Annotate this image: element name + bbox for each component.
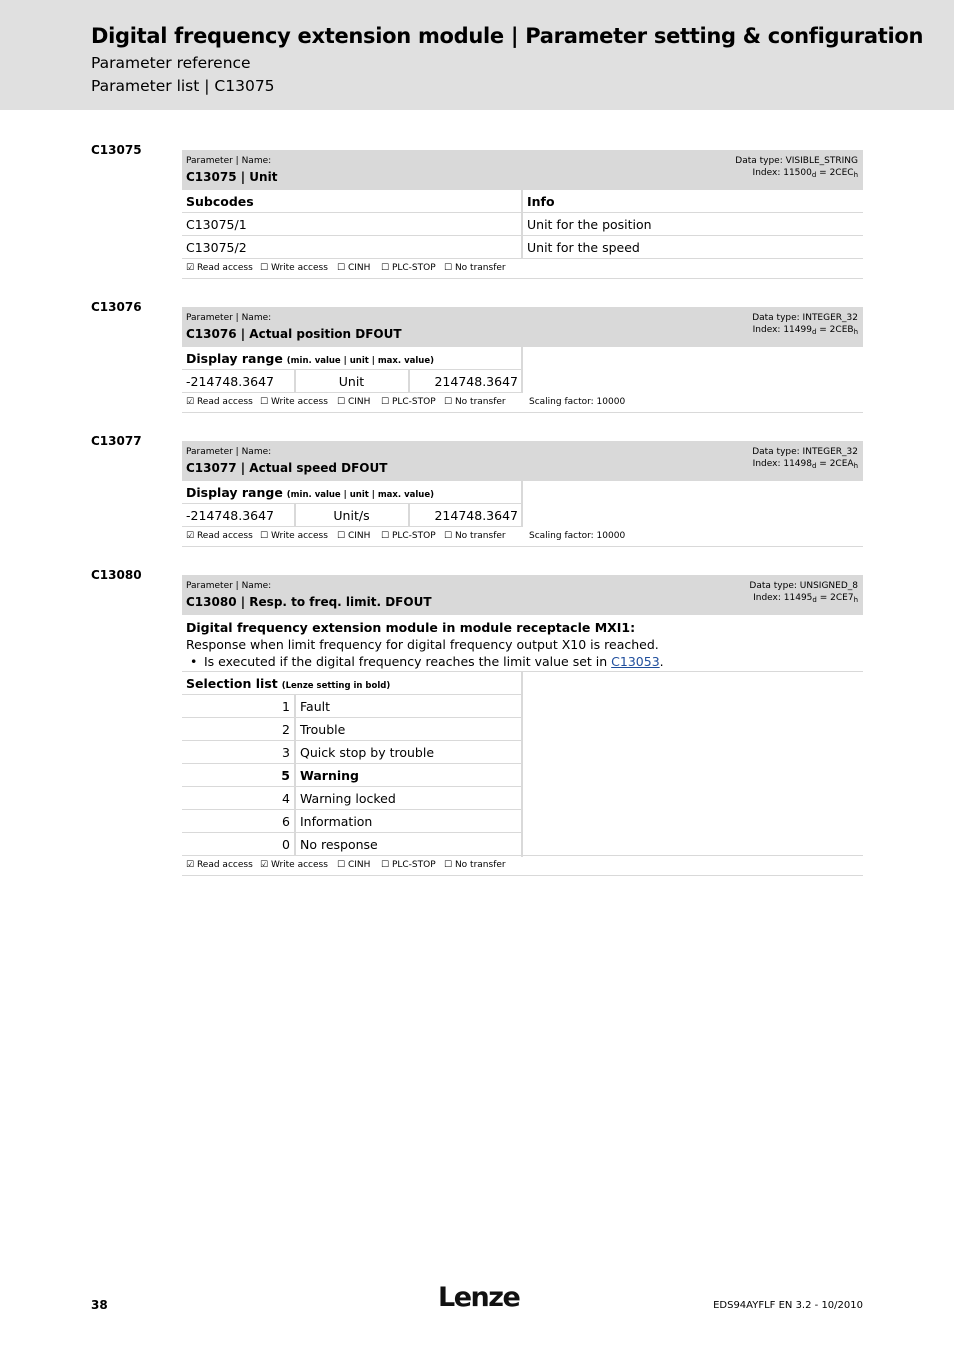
plc-stop-flag: ☐ PLC-STOP <box>381 397 436 407</box>
list-item <box>182 695 522 718</box>
option-label: Warning <box>300 768 359 783</box>
subcode-info: Unit for the speed <box>527 240 640 255</box>
checkbox-icon: ☐ <box>260 397 269 407</box>
cinh-flag: ☐ CINH <box>337 397 371 407</box>
display-range-header <box>182 347 522 370</box>
display-range-header <box>182 481 522 504</box>
param-name: C13075 | Unit <box>186 170 278 184</box>
list-item <box>182 833 863 856</box>
table-row <box>182 236 863 259</box>
access-row <box>182 856 863 876</box>
param-index: Index: $11500_d = 2CEC_h$ <box>752 168 858 179</box>
param-block-c13077 <box>182 441 863 547</box>
param-index: Index: $11499_d = 2CEB_h$ <box>752 325 858 336</box>
plc-stop-flag: ☐ PLC-STOP <box>381 531 436 541</box>
option-value: 2 <box>282 722 290 737</box>
display-range-label: Display range <box>186 485 283 500</box>
checkbox-icon: ☐ <box>337 860 346 870</box>
table-header-row <box>182 190 863 213</box>
read-access-flag: ☑ Read access <box>186 531 253 541</box>
param-block-c13076 <box>182 307 863 413</box>
display-range-note: (min. value | unit | max. value) <box>286 356 434 366</box>
option-value: 6 <box>282 814 290 829</box>
range-min: -214748.3647 <box>186 508 275 523</box>
param-code-c13080: C13080 <box>91 568 142 582</box>
list-item <box>182 787 522 810</box>
param-name-label: Parameter | Name: <box>186 313 272 323</box>
option-value: 0 <box>282 837 290 852</box>
param-code-c13075: C13075 <box>91 143 142 157</box>
param-header <box>182 307 863 347</box>
param-header <box>182 441 863 481</box>
no-transfer-flag: ☐ No transfer <box>444 263 506 273</box>
param-block-c13080 <box>182 575 863 876</box>
description-title: Digital frequency extension module in module receptacle MXI1: <box>186 620 636 635</box>
selection-list-header <box>182 672 522 695</box>
cinh-flag: ☐ CINH <box>337 531 371 541</box>
data-type: Data type: UNSIGNED_8 <box>749 581 858 591</box>
breadcrumb: Parameter list | C13075 <box>91 77 275 95</box>
page-title: Digital frequency extension module | Parameter setting & configuration <box>91 24 924 48</box>
write-access-flag: ☐ Write access <box>260 263 328 273</box>
param-name-label: Parameter | Name: <box>186 581 272 591</box>
param-name-label: Parameter | Name: <box>186 447 272 457</box>
data-type: Data type: INTEGER_32 <box>752 313 858 323</box>
read-access-flag: ☑ Read access <box>186 263 253 273</box>
param-code-c13076: C13076 <box>91 300 142 314</box>
param-index: Index: $11498_d = 2CEA_h$ <box>752 459 858 470</box>
access-row <box>182 527 863 547</box>
display-range-note: (min. value | unit | max. value) <box>286 490 434 500</box>
write-access-flag: ☐ Write access <box>260 531 328 541</box>
plc-stop-flag: ☐ PLC-STOP <box>381 860 436 870</box>
option-value: 3 <box>282 745 290 760</box>
checkbox-icon: ☐ <box>260 531 269 541</box>
scaling-factor: Scaling factor: 10000 <box>529 531 626 541</box>
list-item <box>182 741 522 764</box>
checkbox-icon: ☐ <box>337 531 346 541</box>
lenze-logo: Lenze <box>438 1282 520 1313</box>
param-name: C13076 | Actual position DFOUT <box>186 327 402 341</box>
no-transfer-flag: ☐ No transfer <box>444 860 506 870</box>
write-access-flag: ☑ Write access <box>260 860 328 870</box>
no-transfer-flag: ☐ No transfer <box>444 397 506 407</box>
subcodes-header: Subcodes <box>186 194 254 209</box>
cinh-flag: ☐ CINH <box>337 860 371 870</box>
scaling-factor: Scaling factor: 10000 <box>529 397 626 407</box>
checkbox-icon: ☐ <box>381 263 390 273</box>
param-name: C13080 | Resp. to freq. limit. DFOUT <box>186 595 432 609</box>
selection-list-note: (Lenze setting in bold) <box>281 681 391 691</box>
checkbox-icon: ☐ <box>444 397 453 407</box>
selection-list-label: Selection list <box>186 676 278 691</box>
option-label: Fault <box>300 699 330 714</box>
cinh-flag: ☐ CINH <box>337 263 371 273</box>
checkbox-icon: ☐ <box>444 531 453 541</box>
selection-list <box>182 695 863 856</box>
checkbox-icon: ☑ <box>186 860 195 870</box>
header-band <box>0 0 954 110</box>
section-subtitle: Parameter reference <box>91 54 251 72</box>
checkbox-icon: ☐ <box>381 531 390 541</box>
option-value: 1 <box>282 699 290 714</box>
access-row <box>182 259 863 279</box>
param-index: Index: $11495_d = 2CE7_h$ <box>753 593 858 604</box>
option-label: Quick stop by trouble <box>300 745 435 760</box>
option-label: Warning locked <box>300 791 396 806</box>
range-max: 214748.3647 <box>434 374 518 389</box>
option-label: Trouble <box>300 722 346 737</box>
checkbox-icon: ☐ <box>260 263 269 273</box>
checkbox-icon: ☐ <box>444 263 453 273</box>
read-access-flag: ☑ Read access <box>186 397 253 407</box>
param-header <box>182 150 863 190</box>
param-name: C13077 | Actual speed DFOUT <box>186 461 388 475</box>
subcode: C13075/1 <box>186 217 247 232</box>
list-item <box>182 810 522 833</box>
param-description <box>182 615 863 672</box>
subcode: C13075/2 <box>186 240 247 255</box>
checkbox-icon: ☐ <box>337 397 346 407</box>
plc-stop-flag: ☐ PLC-STOP <box>381 263 436 273</box>
page-number: 38 <box>91 1298 108 1312</box>
option-value: 5 <box>281 768 290 783</box>
subcode-info: Unit for the position <box>527 217 652 232</box>
display-range-values <box>182 504 522 527</box>
checkbox-icon: ☐ <box>337 263 346 273</box>
range-unit: Unit <box>338 374 365 389</box>
param-block-c13075 <box>182 150 863 279</box>
display-range-values <box>182 370 522 393</box>
c13053-link[interactable]: C13053 <box>611 654 660 669</box>
param-code-c13077: C13077 <box>91 434 142 448</box>
table-row <box>182 213 863 236</box>
option-value: 4 <box>282 791 290 806</box>
document-id: EDS94AYFLF EN 3.2 - 10/2010 <box>713 1300 863 1311</box>
write-access-flag: ☐ Write access <box>260 397 328 407</box>
checkbox-icon: ☐ <box>381 397 390 407</box>
option-label: Information <box>300 814 373 829</box>
list-item-default <box>182 764 522 787</box>
param-name-label: Parameter | Name: <box>186 156 272 166</box>
data-type: Data type: INTEGER_32 <box>752 447 858 457</box>
range-unit: Unit/s <box>333 508 370 523</box>
checkbox-icon: ☐ <box>381 860 390 870</box>
no-transfer-flag: ☐ No transfer <box>444 531 506 541</box>
access-row <box>182 393 863 413</box>
range-max: 214748.3647 <box>434 508 518 523</box>
read-access-flag: ☑ Read access <box>186 860 253 870</box>
checkbox-icon: ☑ <box>186 531 195 541</box>
info-header: Info <box>527 194 555 209</box>
checkbox-icon: ☐ <box>444 860 453 870</box>
checkbox-icon: ☑ <box>260 860 269 870</box>
checkbox-icon: ☑ <box>186 397 195 407</box>
list-item <box>182 718 522 741</box>
display-range-label: Display range <box>186 351 283 366</box>
description-bullet: • Is executed if the digital frequency reaches the limit value set in C13053. <box>190 654 664 669</box>
checkbox-icon: ☑ <box>186 263 195 273</box>
range-min: -214748.3647 <box>186 374 275 389</box>
option-label: No response <box>300 837 378 852</box>
description-text: Response when limit frequency for digital frequency output X10 is reached. <box>186 637 659 652</box>
param-header <box>182 575 863 615</box>
data-type: Data type: VISIBLE_STRING <box>735 156 858 166</box>
